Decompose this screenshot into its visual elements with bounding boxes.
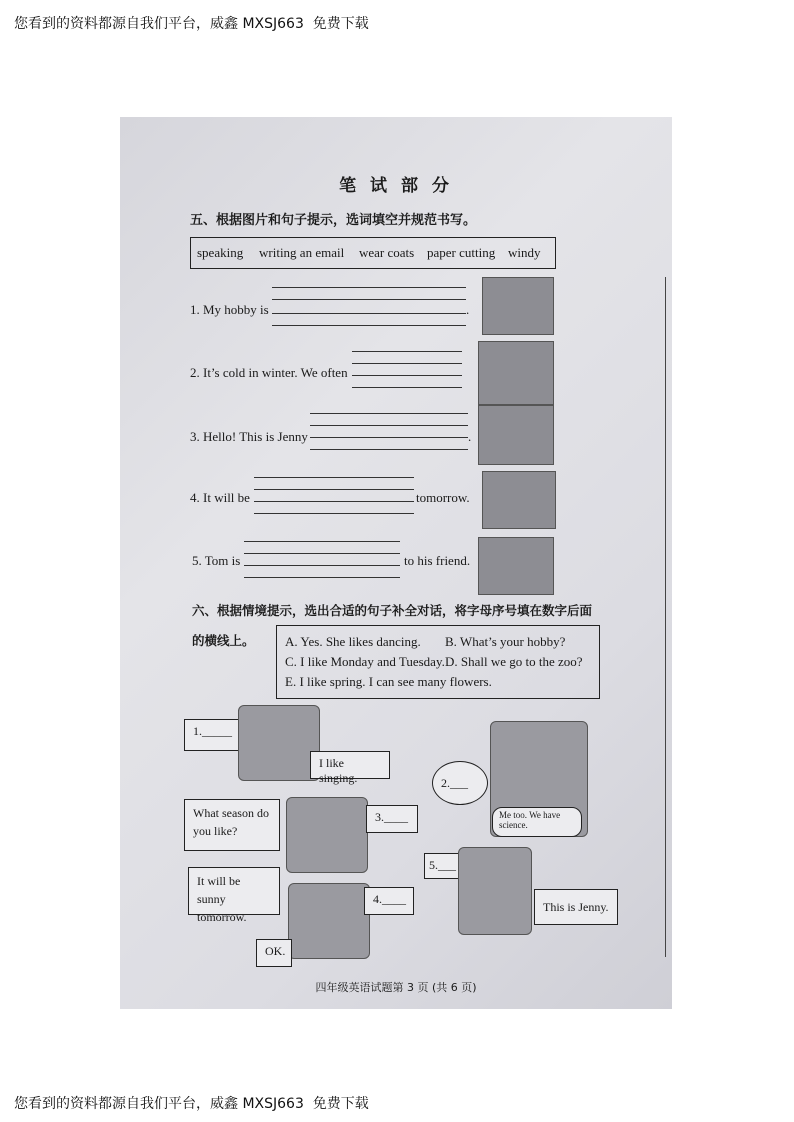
answer-line bbox=[254, 477, 414, 478]
answer-line bbox=[254, 513, 414, 514]
answer-line bbox=[352, 375, 462, 376]
question-4-end: tomorrow. bbox=[416, 490, 470, 505]
word-bank-item: writing an email bbox=[259, 245, 345, 260]
answer-line bbox=[254, 501, 414, 502]
dialog-blank-3: 3.____ bbox=[366, 805, 418, 833]
word-bank-item: paper cutting bbox=[427, 245, 496, 260]
answer-line bbox=[352, 363, 462, 364]
option-a: A. Yes. She likes dancing. bbox=[285, 634, 421, 649]
picture-windy-tree bbox=[482, 471, 556, 529]
page-title: 笔 试 部 分 bbox=[339, 176, 453, 196]
options-box bbox=[276, 625, 600, 699]
section6-heading-line1: 六、根据情境提示，选出合适的句子补全对话，将字母序号填在数字后面 bbox=[192, 603, 593, 618]
question-5-end: to his friend. bbox=[404, 553, 471, 568]
picture-paper-cutting bbox=[482, 277, 554, 335]
exam-page-photo bbox=[120, 117, 672, 1009]
question-3-text: 3. Hello! This is Jenny bbox=[190, 429, 308, 444]
answer-line bbox=[310, 449, 468, 450]
answer-line bbox=[272, 299, 466, 300]
picture-computer-email bbox=[478, 537, 554, 595]
answer-line bbox=[310, 425, 468, 426]
option-d: D. Shall we go to the zoo? bbox=[445, 654, 583, 669]
dialog-singing: I like singing. bbox=[310, 751, 390, 779]
option-c: C. I like Monday and Tuesday. bbox=[285, 654, 445, 669]
picture-winter-coats bbox=[478, 341, 554, 405]
word-bank-box bbox=[190, 237, 556, 269]
question-5-text: 5. Tom is bbox=[192, 553, 241, 568]
answer-line bbox=[244, 577, 400, 578]
picture-jenny bbox=[478, 405, 554, 465]
question-1-text: 1. My hobby is bbox=[190, 302, 269, 317]
dialog-season: What season do you like? bbox=[184, 799, 280, 851]
dialog-ok: OK. bbox=[256, 939, 292, 967]
bottom-banner: 您看到的资料都源自我们平台，威鑫 MXSJ663 免费下载 bbox=[14, 1096, 369, 1112]
option-b: B. What’s your hobby? bbox=[445, 634, 566, 649]
top-banner: 您看到的资料都源自我们平台，威鑫 MXSJ663 免费下载 bbox=[14, 16, 369, 32]
cartoon-two-kids-desk bbox=[238, 705, 320, 781]
question-3-end: . bbox=[468, 429, 472, 444]
dialog-blank-5: 5.___ bbox=[424, 853, 464, 879]
cartoon-tv-weather bbox=[288, 883, 370, 959]
dialog-blank-4: 4.____ bbox=[364, 887, 414, 915]
dialog-sunny: It will be sunny tomorrow. bbox=[188, 867, 280, 915]
section6-heading-line2: 的横线上。 bbox=[192, 633, 255, 648]
answer-line bbox=[352, 351, 462, 352]
answer-line bbox=[272, 325, 466, 326]
dialog-metoo: Me too. We have science. bbox=[492, 807, 582, 837]
question-2-text: 2. It’s cold in winter. We often bbox=[190, 365, 348, 380]
answer-line bbox=[244, 541, 400, 542]
cartoon-phone-call bbox=[458, 847, 532, 935]
answer-line bbox=[352, 387, 462, 388]
word-bank-item: wear coats bbox=[359, 245, 415, 260]
answer-line bbox=[310, 437, 468, 438]
dialog-jenny: This is Jenny. bbox=[534, 889, 618, 925]
answer-line bbox=[244, 553, 400, 554]
answer-line bbox=[254, 489, 414, 490]
word-bank-item: speaking bbox=[197, 245, 244, 260]
cartoon-two-boys bbox=[286, 797, 368, 873]
option-e: E. I like spring. I can see many flowers. bbox=[285, 674, 492, 689]
dialog-blank-1: 1._____ bbox=[184, 719, 240, 751]
answer-line bbox=[244, 565, 400, 566]
word-bank-item: windy bbox=[508, 245, 541, 260]
page-footer: 四年级英语试题第 3 页 (共 6 页) bbox=[315, 981, 477, 994]
answer-line bbox=[272, 313, 466, 314]
section5-heading: 五、根据图片和句子提示，选词填空并规范书写。 bbox=[190, 213, 477, 228]
answer-line bbox=[310, 413, 468, 414]
page-edge-divider bbox=[665, 277, 672, 957]
dialog-blank-2: 2.___ bbox=[432, 761, 488, 805]
question-4-text: 4. It will be bbox=[190, 490, 250, 505]
answer-line bbox=[272, 287, 466, 288]
question-1-end: . bbox=[466, 302, 470, 317]
